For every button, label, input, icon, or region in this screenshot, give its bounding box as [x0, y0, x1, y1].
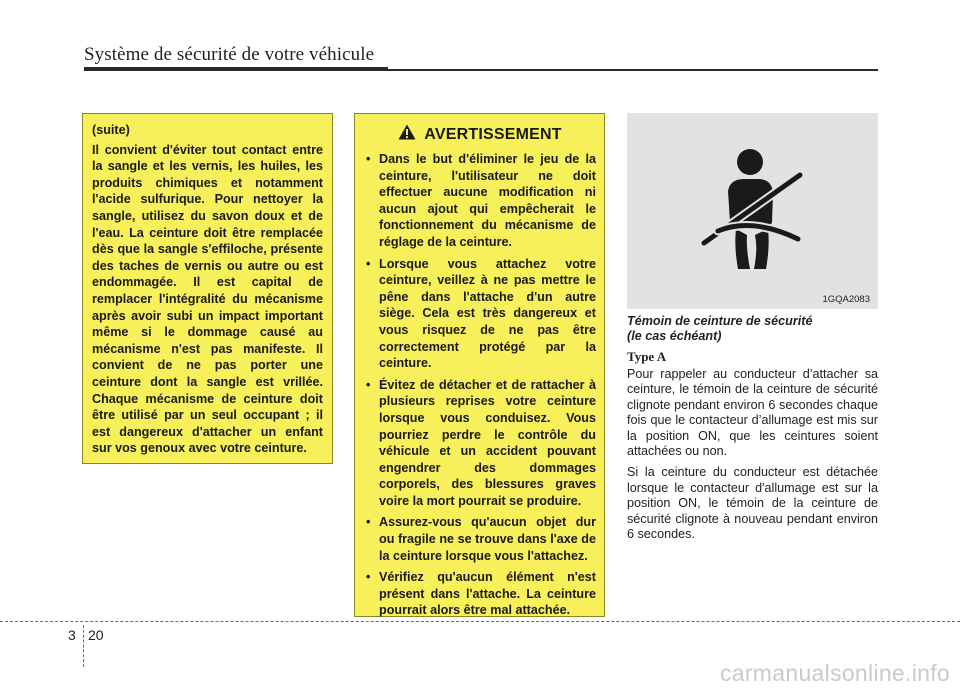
warning-triangle-icon [398, 124, 416, 145]
footer-vertical-rule [83, 625, 84, 667]
suite-text: Il convient d'éviter tout contact entre la sangle et les vernis, les huiles, les produits chimiques et notamment l'acide sulfurique. Pour nettoyer la sangle, utilisez du savon doux et de l'eau. La ceinture doit être remplacée dès que la sangle s'effiloche, présente des taches de vernis ou autre ou est endommagée. Il est capital de remplacer l'intégralité du mécanisme après avoir subi un impact important même si le dommage causé au mécanisme n'est pas manifeste. Il convient de ne pas porter une ceinture dont la sangle est vrillée. Chaque mécanisme de ceinture doit être utilisé par un seul occupant ; il est dangereux d'attacher un enfant sur vos genoux avec votre ceinture. [92, 142, 323, 456]
type-heading: Type A [627, 349, 667, 364]
footer-rule [0, 621, 960, 622]
header-title: Système de sécurité de votre véhicule [84, 44, 375, 65]
suite-note-box [82, 113, 333, 464]
warning-box [354, 113, 605, 617]
header-rule-thick [84, 67, 388, 71]
caption-line2: (le cas échéant) [627, 329, 722, 343]
body-paragraph: Si la ceinture du conducteur est détachée lorsque le contacteur d'allumage est sur la position ON, le témoin de la ceinture de sécurité clignote à nouveau pendant environ 6 secondes. [627, 465, 878, 542]
chapter-number: 3 [68, 627, 76, 643]
warning-header [364, 124, 596, 145]
header-rule-thin [388, 69, 878, 71]
warning-item: • Assurez-vous qu'aucun objet dur ou fragile ne se trouve dans l'axe de la ceinture lorsque vous l'attachez. [364, 514, 596, 564]
image-code: 1GQA2083 [822, 294, 870, 305]
warning-item: • Lorsque vous attachez votre ceinture, veillez à ne pas mettre le pêne dans l'attache d'un autre siège. Cela est très dangereux et vous risquez de ne pas être correctement protégé par la ceinture. [364, 256, 596, 372]
seatbelt-indicator-image [627, 113, 878, 309]
warning-item: • Vérifiez qu'aucun élément n'est présent dans l'attache. La ceinture pourrait alors être mal attachée. [364, 569, 596, 619]
suite-label: (suite) [92, 123, 130, 137]
right-text-column [627, 314, 878, 548]
watermark: carmanualsonline.info [719, 660, 950, 686]
warning-item: • Dans le but d'éliminer le jeu de la ceinture, l'utilisateur ne doit effectuer aucune modification ni aucun ajout qui empêcherait le fonctionnement du mécanisme de réglage de la ceinture. [364, 151, 596, 251]
warning-list [364, 151, 596, 619]
warning-item: • Évitez de détacher et de rattacher à plusieurs reprises votre ceinture lorsque vous conduisez. Vous pourriez perdre le contrôle du véhicule et un accident pouvant engendrer des dommages corporels, des blessures graves voire la mort pourrait se produire. [364, 377, 596, 510]
body-paragraph: Pour rappeler au conducteur d’attacher sa ceinture, le témoin de la ceinture de sécurité clignote pendant environ 6 secondes chaque fois que le contacteur d’allumage est mis sur la position ON, que les ceintures soient attachées ou non. [627, 367, 878, 459]
page-number: 20 [88, 627, 104, 643]
seatbelt-warning-icon [700, 147, 810, 282]
warning-title: AVERTISSEMENT [424, 125, 562, 143]
caption-line1: Témoin de ceinture de sécurité [627, 314, 813, 328]
